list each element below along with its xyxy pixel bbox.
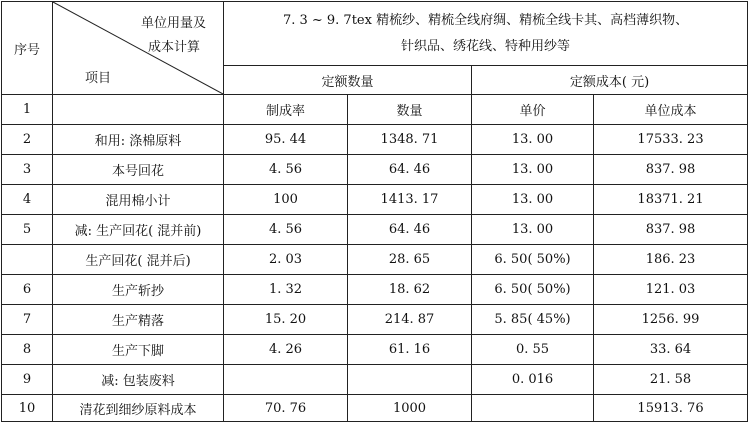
product-header-line-2: 针织品、绣花线、特种用纱等 — [401, 38, 571, 54]
seq-cell: 9 — [2, 365, 53, 395]
price-cell: 13. 00 — [472, 185, 594, 215]
item-cell: 混用棉小计 — [53, 185, 224, 215]
rate-cell: 2. 03 — [224, 245, 348, 275]
price-cell: 0. 55 — [472, 335, 594, 365]
seq-cell — [2, 245, 53, 275]
qty-cell: 61. 16 — [348, 335, 472, 365]
cost-cell: 15913. 76 — [594, 395, 748, 422]
item-cell: 本号回花 — [53, 155, 224, 185]
qty-cell — [348, 365, 472, 395]
cost-cell: 837. 98 — [594, 155, 748, 185]
seq-cell: 6 — [2, 275, 53, 305]
item-cell: 减: 生产回花( 混并前) — [53, 215, 224, 245]
rate-cell: 1. 32 — [224, 275, 348, 305]
seq-header: 序号 — [2, 2, 53, 95]
table-row — [2, 125, 748, 155]
item-cell: 生产回花( 混并后) — [53, 245, 224, 275]
seq-cell: 8 — [2, 335, 53, 365]
table-row — [2, 215, 748, 245]
price-cell: 6. 50( 50%) — [472, 245, 594, 275]
cost-cell: 33. 64 — [594, 335, 748, 365]
item-cell: 生产下脚 — [53, 335, 224, 365]
quota-cost-header: 定额成本( 元) — [472, 66, 748, 95]
seq-cell: 5 — [2, 215, 53, 245]
table-row — [2, 305, 748, 335]
item-cell: 生产精落 — [53, 305, 224, 335]
diag-bottom-label: 项目 — [85, 71, 112, 86]
cost-table — [1, 1, 748, 422]
product-header — [224, 2, 748, 66]
table-row — [2, 395, 748, 422]
price-cell: 单价 — [472, 95, 594, 125]
item-cell: 清花到细纱原料成本 — [53, 395, 224, 422]
seq-cell: 4 — [2, 185, 53, 215]
diag-top-label-1: 单位用量及 — [141, 16, 207, 31]
qty-cell: 18. 62 — [348, 275, 472, 305]
cost-cell: 837. 98 — [594, 215, 748, 245]
seq-cell: 10 — [2, 395, 53, 422]
item-cell: 生产斩抄 — [53, 275, 224, 305]
table-row — [2, 185, 748, 215]
rate-cell: 100 — [224, 185, 348, 215]
item-cell — [53, 95, 224, 125]
cost-cell: 121. 03 — [594, 275, 748, 305]
qty-cell: 数量 — [348, 95, 472, 125]
seq-cell: 1 — [2, 95, 53, 125]
qty-cell: 214. 87 — [348, 305, 472, 335]
qty-cell: 1348. 71 — [348, 125, 472, 155]
item-cell: 和用: 涤棉原料 — [53, 125, 224, 155]
price-cell: 5. 85( 45%) — [472, 305, 594, 335]
qty-cell: 64. 46 — [348, 155, 472, 185]
qty-cell: 1413. 17 — [348, 185, 472, 215]
rate-cell: 70. 76 — [224, 395, 348, 422]
rate-cell: 4. 26 — [224, 335, 348, 365]
rate-cell: 95. 44 — [224, 125, 348, 155]
cost-cell: 186. 23 — [594, 245, 748, 275]
seq-cell: 7 — [2, 305, 53, 335]
seq-cell: 2 — [2, 125, 53, 155]
price-cell: 13. 00 — [472, 155, 594, 185]
table-row — [2, 95, 748, 125]
table-row — [2, 365, 748, 395]
price-cell — [472, 395, 594, 422]
rate-cell: 15. 20 — [224, 305, 348, 335]
qty-cell: 28. 65 — [348, 245, 472, 275]
qty-cell: 1000 — [348, 395, 472, 422]
price-cell: 0. 016 — [472, 365, 594, 395]
cost-cell: 1256. 99 — [594, 305, 748, 335]
quota-qty-header: 定额数量 — [224, 66, 472, 95]
diagonal-header-cell — [53, 2, 224, 95]
product-header-line-1: 7. 3 ~ 9. 7tex 精梳纱、精梳全线府绸、精梳全线卡其、高档薄织物、 — [282, 12, 689, 28]
rate-cell: 4. 56 — [224, 155, 348, 185]
item-cell: 减: 包装废料 — [53, 365, 224, 395]
qty-cell: 64. 46 — [348, 215, 472, 245]
cost-cell: 17533. 23 — [594, 125, 748, 155]
price-cell: 6. 50( 50%) — [472, 275, 594, 305]
price-cell: 13. 00 — [472, 125, 594, 155]
table-row — [2, 155, 748, 185]
cost-cell: 单位成本 — [594, 95, 748, 125]
rate-cell — [224, 365, 348, 395]
seq-cell: 3 — [2, 155, 53, 185]
rate-cell: 制成率 — [224, 95, 348, 125]
table-row — [2, 335, 748, 365]
price-cell: 13. 00 — [472, 215, 594, 245]
diag-top-label-2: 成本计算 — [148, 40, 201, 55]
cost-cell: 21. 58 — [594, 365, 748, 395]
cost-cell: 18371. 21 — [594, 185, 748, 215]
table-row — [2, 245, 748, 275]
rate-cell: 4. 56 — [224, 215, 348, 245]
table-row — [2, 275, 748, 305]
header-row-1 — [2, 2, 748, 66]
